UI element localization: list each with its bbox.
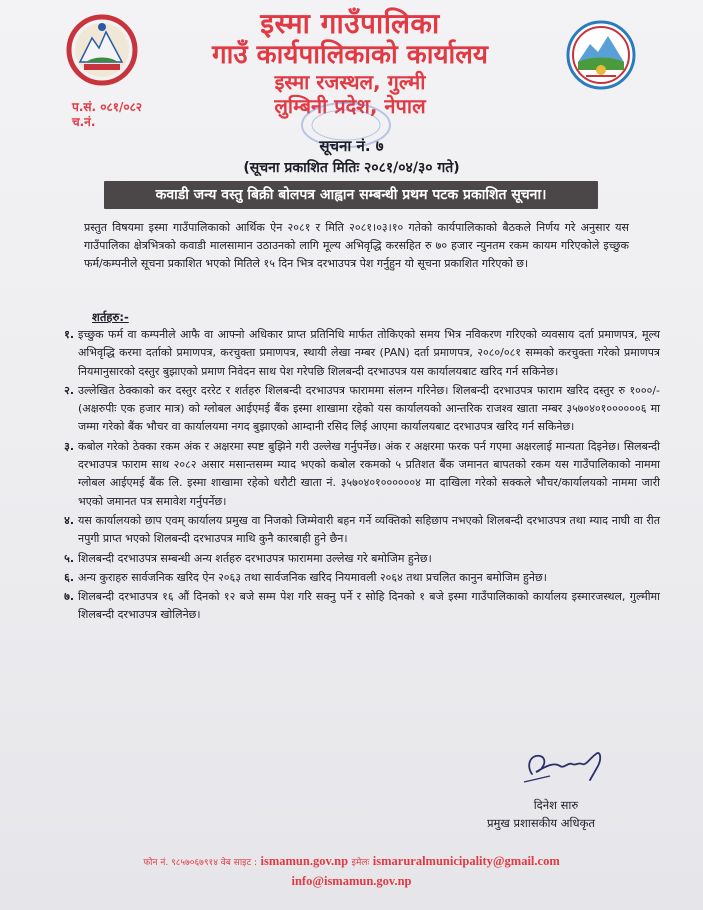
signature-icon — [520, 736, 612, 796]
footer-contact — [0, 852, 703, 891]
footer-email-label: इमेलः — [351, 858, 370, 868]
office-address: इस्मा रजस्थल, गुल्मी — [274, 70, 426, 94]
notice-subject-banner: कवाडी जन्य वस्तु बिक्री बोलपत्र आह्वान सम्बन्धी प्रथम पटक प्रकाशित सूचना। — [104, 181, 598, 209]
reference-block — [72, 100, 142, 130]
condition-item — [30, 588, 660, 625]
signatory-name: दिनेश सारु — [533, 798, 579, 812]
publication-date: (सूचना प्रकाशित मितिः २०८१/०४/३० गते) — [243, 160, 460, 176]
condition-text: उल्लेखित ठेक्काको कर दस्तुर दररेट र शर्तहरु शिलबन्दी दरभाउपत्र फाराममा संलग्न गरिनेछ। शिलबन्दी दरभाउपत्र फाराम खरिद दस्तुर रु १०००/- (अक्षरुपीः एक हजार मात्र) को ग्लोबल आईएमई बैंक इस्मा शाखामा रहेको यस कार्यालयको आन्तरिक राजश्व खाता नम्बर ३५७०४०१००००००६ मा जम्मा गरेको बैंक भौचर वा कार्यालयमा नगद बुझाएको आम्दानी रसिद लिई आएमा कार्यालयबाट दरभाउपत्र खरिद गर्न सकिनेछ। — [78, 383, 660, 434]
condition-item — [30, 438, 660, 511]
municipality-name: इस्मा गाउँपालिका — [260, 7, 440, 40]
notice-number: सूचना नं. ७ — [319, 137, 384, 155]
condition-text: इच्छुक फर्म वा कम्पनीले आफै वा आफ्नो अधिकार प्राप्त प्रतिनिधि मार्फत तोकिएको समय भित्र नविकरण गरिएको व्यवसाय दर्ता प्रमाणपत्र, मूल्य अभिवृद्धि करमा दर्ताको प्रमाणपत्र, करचुक्ता प्रमाणपत्र, स्थायी लेखा नम्बर (PAN) दर्ता प्रमाणपत्र, २०८०/०८१ सम्मको करचुक्ता गरेको प्रमाणपत्र नियमानुसारको दस्तुर बुझाएको प्रमाण निवेदन साथ पेश गरेपछि शिलबन्दी दरभाउपत्र यस कार्यालयबाट खरिद गर्न सकिनेछ। — [78, 328, 660, 378]
footer-email-primary[interactable]: ismaruralmunicipality@gmail.com — [372, 854, 560, 868]
conditions-heading: शर्तहरु:- — [92, 310, 129, 324]
nepal-emblem-icon — [66, 14, 138, 86]
signatory-title: प्रमुख प्रशासकीय अधिकृत — [487, 816, 595, 830]
condition-number: ५. — [64, 551, 74, 565]
intro-paragraph: प्रस्तुत विषयमा इस्मा गाउँपालिकाको आर्थिक ऐन २०८१ र मिति २०८१।०३।१० गतेको कार्यपालिकाको बैठकले निर्णय गरे अनुसार यस गाउँपालिका क्षेत्रभित्रको कवाडी मालसामान उठाउनको लागि मूल्य अभिवृद्धि करसहित रु ७० हजार न्युनतम रकम कायम गरिएकोले इच्छुक फर्म/कम्पनीले सूचना प्रकाशित भएको मितिले १५ दिन भित्र दरभाउपत्र पेश गर्नुहुन यो सूचना प्रकाशित गरिएको छ। — [84, 221, 629, 271]
office-name: गाउँ कार्यपालिकाको कार्यालय — [212, 40, 488, 70]
condition-number: २. — [64, 383, 74, 397]
footer-phone: फोन नं. ९८५७०६७९१४ वेब साइट : — [143, 858, 258, 868]
condition-number: १. — [64, 328, 74, 341]
condition-item — [30, 512, 660, 549]
condition-item — [30, 382, 660, 437]
condition-number: ६. — [64, 570, 74, 584]
condition-item — [30, 326, 660, 381]
footer-website[interactable]: ismamun.gov.np — [260, 854, 349, 868]
dispatch-number: च.नं. — [72, 115, 96, 129]
condition-number: ३. — [64, 439, 74, 453]
condition-item — [30, 569, 660, 587]
condition-number: ४. — [64, 513, 74, 527]
condition-text: अन्य कुराहरु सार्वजनिक खरिद ऐन २०६३ तथा सार्वजनिक खरिद नियमावली २०६४ तथा प्रचलित कानुन बमोजिम हुनेछ। — [78, 570, 547, 584]
condition-item — [30, 550, 660, 568]
condition-text: कबोल गरेको ठेक्का रकम अंक र अक्षरमा स्पष्ट बुझिने गरी उल्लेख गर्नुपर्नेछ। अंक र अक्षरमा फरक पर्न गएमा अक्षरलाई मान्यता दिइनेछ। सिलबन्दी दरभाउपत्र फाराम साथ २०८२ असार मसान्तसम्म म्याद भएको कबोल रकमको ५ प्रतिशत बैंक जमानत बापतको रकम यस गाउँपालिकाको नाममा ग्लोबल आईएमई बैंक लि. इस्मा शाखामा रहेको धरौटी खाता नं. ३५७०४०१००००००४ मा दाखिला गरेको सक्कले भौचर/कार्यालयको नाममा जारी भएको जमानत पत्र समावेश गर्नुपर्नेछ। — [78, 439, 660, 508]
fiscal-year: प.सं. ०८१/०८२ — [72, 100, 143, 114]
condition-text: यस कार्यालयको छाप एवम् कार्यालय प्रमुख वा निजको जिम्मेवारी बहन गर्ने व्यक्तिको सहिछाप नभएको शिलबन्दी दरभाउपत्र तथा म्याद नाघी वा रीत नपुगी प्राप्त भएको शिलबन्दी दरभाउपत्र माथि कुनै कारबाही हुने छैन। — [78, 513, 660, 546]
footer-email-secondary[interactable]: info@ismamun.gov.np — [291, 874, 412, 888]
conditions-list — [30, 326, 660, 626]
province-country: लुम्बिनी प्रदेश, नेपाल — [274, 94, 426, 118]
condition-number: ७. — [64, 590, 74, 604]
municipality-logo-icon — [566, 20, 636, 90]
condition-text: शिलबन्दी दरभाउपत्र १६ औं दिनको १२ बजे सम्म पेश गरि सक्नु पर्ने र सोहि दिनको १ बजे इस्मा गाउँपालिकाको कार्यालय इस्मारजस्थल, गुल्मीमा शिलबन्दी दरभाउपत्र खोलिनेछ। — [78, 590, 660, 622]
condition-text: शिलबन्दी दरभाउपत्र सम्बन्धी अन्य शर्तहरु दरभाउपत्र फाराममा उल्लेख गरे बमोजिम हुनेछ। — [78, 551, 432, 565]
